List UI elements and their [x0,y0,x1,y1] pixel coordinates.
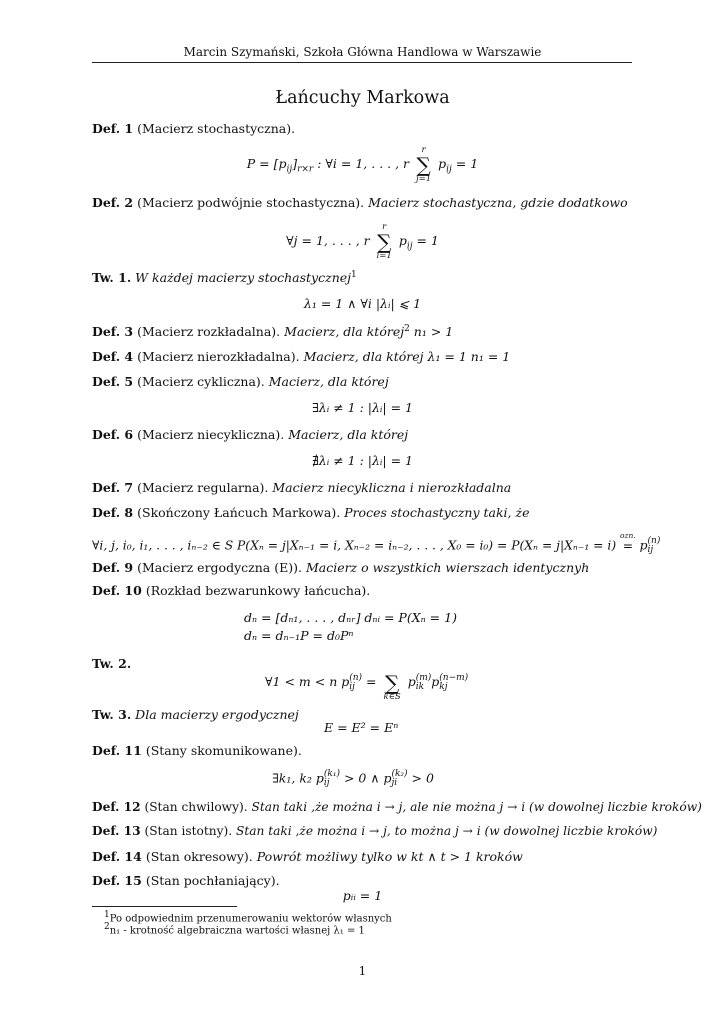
def-4: Def. 4 (Macierz nierozkładalna). Macierz, dla której λ₁ = 1 n₁ = 1 [92,349,511,364]
def-8: Def. 8 (Skończony Łańcuch Markowa). Proces stochastyczny taki, że [92,505,530,520]
equation-eigenvalues: λ₁ = 1 ∧ ∀i |λᵢ| ⩽ 1 [303,296,422,311]
def-10: Def. 10 (Rozkład bezwarunkowy łańcucha). [92,583,371,598]
def-12: Def. 12 (Stan chwilowy). Stan taki ,że można i → j, ale nie można j → i (w dowolnej liczbie kroków) [92,800,702,814]
page-number: 1 [358,964,367,978]
def-2: Def. 2 (Macierz podwójnie stochastyczna). Macierz stochastyczna, gdzie dodatkowo [92,195,628,210]
equation-double-stochastic: ∀j = 1, . . . , r r ∑ i=1 $p_{ij} = 1$ [286,222,439,261]
def-1 [92,121,295,136]
theorem-1: Tw. 1. W każdej macierzy stochastycznej$^1$ [92,270,357,286]
sum-symbol: r ∑ j=1 [416,145,432,184]
equation-distribution-1: dₙ = [dₙ₁, . . . , dₙᵣ] dₙᵢ = P(Xₙ = 1) [244,610,457,625]
def-13: Def. 13 (Stan istotny). Stan taki ,że można i → j, to można j → i (w dowolnej liczbie kroków) [92,824,658,838]
equation-cyclic: ∃λᵢ ≠ 1 : |λᵢ| = 1 [312,400,413,415]
theorem-2: Tw. 2. [92,656,132,671]
def-11: Def. 11 (Stany skomunikowane). [92,743,302,758]
equation-stochastic: $P = [p_{ij}]_{r\times r}$ : ∀i = 1, . . . , r r ∑ j=1 $p_{ij} = 1$ [246,145,479,184]
theorem-3: Tw. 3. Dla macierzy ergodycznej [92,707,299,722]
footnote-rule [92,906,237,907]
equation-communicating: ∃k₁, k₂ p (k₁) ij > 0 ∧ p (k₂) ji > 0 [272,769,434,788]
footnote-2: $^2$n₁ - krotność algebraiczna wartości własnej λ₁ = 1 [104,922,365,937]
def-3: Def. 3 (Macierz rozkładalna). Macierz, dla której$^2$ n₁ > 1 [92,324,454,340]
sum-symbol: r ∑ i=1 [376,222,392,261]
equation-distribution-2: dₙ = dₙ₋₁P = d₀Pⁿ [244,628,354,643]
def-15: Def. 15 (Stan pochłaniający). [92,873,280,888]
footnote-1: $^1$Po odpowiednim przenumerowaniu wektorów własnych [104,910,392,925]
equation-ergodic: E = E² = Eⁿ [324,720,399,735]
equation-absorbing: pᵢᵢ = 1 [342,888,383,903]
equation-markov-property: ∀i, j, i₀, i₁, . . . , iₙ₋₂ ∈ S P(Xₙ = j|Xₙ₋₁ = i, Xₙ₋₂ = iₙ₋₂, . . . , X₀ = i₀) = P(Xₙ = j|Xₙ₋₁ = i) ozn. = p (n) ij [92,531,661,555]
def-9: Def. 9 (Macierz ergodyczna (E)). Macierz o wszystkich wierszach identycznyh [92,560,590,575]
sum-symbol: ∑ k∈S [383,670,401,702]
running-header: Marcin Szymański, Szkoła Główna Handlowa w Warszawie [183,45,542,59]
header-rule [92,62,632,63]
def-14: Def. 14 (Stan okresowy). Powrót możliwy tylko w kt ∧ t > 1 kroków [92,849,523,864]
def-1-label: Def. 1 [92,121,134,136]
def-1-name: (Macierz stochastyczna). [137,121,296,136]
page-title: Łańcuchy Markowa [275,88,450,108]
equation-acyclic: ∄λᵢ ≠ 1 : |λᵢ| = 1 [312,453,413,468]
def-5: Def. 5 (Macierz cykliczna). Macierz, dla której [92,374,389,389]
def-6: Def. 6 (Macierz niecykliczna). Macierz, dla której [92,427,409,442]
equation-chapman-kolmogorov: ∀1 < m < n p (n) ij = ∑ k∈S p (m) ik p (n−m) kj [265,664,468,701]
def-7: Def. 7 (Macierz regularna). Macierz niecykliczna i nierozkładalna [92,480,512,495]
